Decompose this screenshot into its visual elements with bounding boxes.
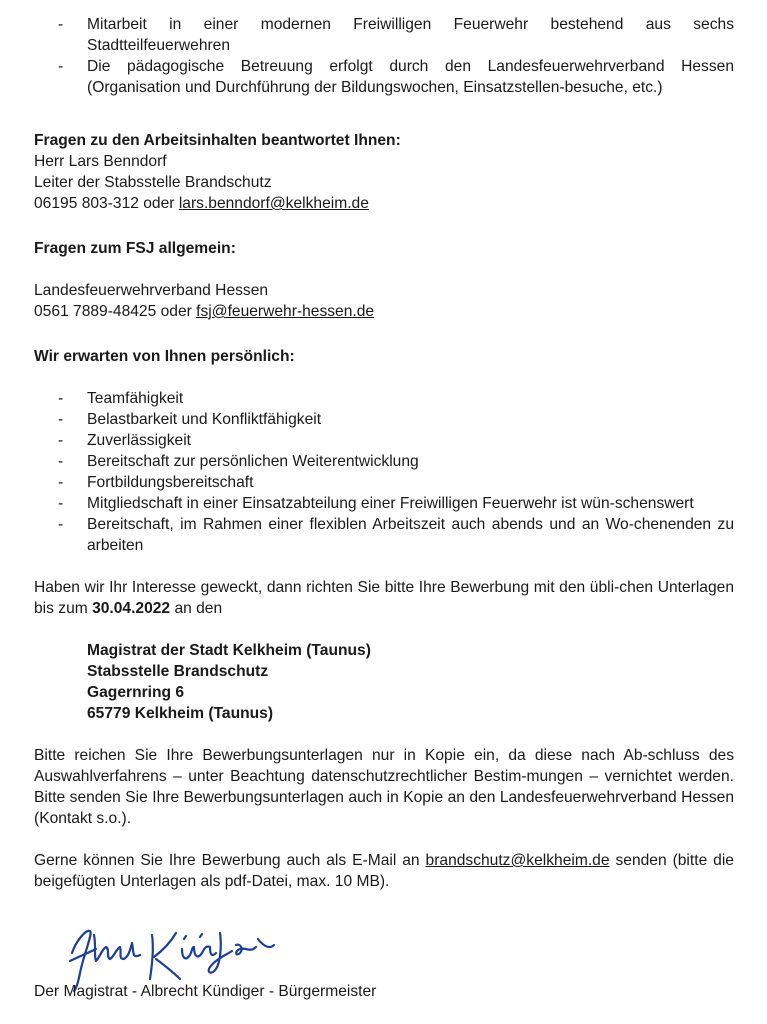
list-item: - Zuverlässigkeit [58,432,191,449]
list-item: - Fortbildungsbereitschaft [58,474,254,491]
contact-fsj-email-link[interactable]: fsj@feuerwehr-hessen.de [196,303,375,320]
contact-work-phone: 06195 803-312 oder lars.benndorf@kelkheim.de [34,195,369,212]
list-item: - Mitarbeit in einer modernen Freiwilligen Feuerwehr bestehend aus sechs Stadtteilfeuerwehren [58,16,734,54]
application-paragraph: Haben wir Ihr Interesse geweckt, dann richten Sie bitte Ihre Bewerbung mit den übli-chen Unterlagen bis zum 30.04.2022 an den [34,579,734,617]
contact-work-email-link[interactable]: lars.benndorf@kelkheim.de [178,195,369,212]
list-item: - Mitgliedschaft in einer Einsatzabteilung einer Freiwilligen Feuerwehr ist wün-schenswert [58,495,694,512]
expectations-heading: Wir erwarten von Ihnen persönlich: [34,348,295,365]
address-line: Gagernring 6 [87,684,185,701]
contact-work-name: Herr Lars Benndorf [34,153,167,170]
recipient-address [34,640,734,724]
intro-list [34,14,734,98]
contact-work-role: Leiter der Stabsstelle Brandschutz [34,174,272,191]
address-line: 65779 Kelkheim (Taunus) [87,705,274,722]
contact-fsj-phone: 0561 7889-48425 oder fsj@feuerwehr-hessen.de [34,303,375,320]
contact-work-heading: Fragen zu den Arbeitsinhalten beantwortet Ihnen: [34,132,401,149]
copy-note-paragraph: Bitte reichen Sie Ihre Bewerbungsunterlagen nur in Kopie ein, da diese nach Ab-schluss des Auswahlverfahrens – unter Beachtung datenschutzrechtlicher Bestim-mungen – vernichtet werden. Bitte senden Sie Ihre Bewerbungsunterlagen auch in Kopie an den Landesfeuerwehrverband Hessen (Kontakt s.o.). [34,747,734,827]
list-item: - Bereitschaft, im Rahmen einer flexiblen Arbeitszeit auch abends und an Wo-chenenden zu arbeiten [58,516,734,554]
expectations-list [34,388,734,556]
contact-fsj-heading: Fragen zum FSJ allgemein: [34,240,236,257]
list-item: - Die pädagogische Betreuung erfolgt durch den Landesfeuerwehrverband Hessen (Organisation und Durchführung der Bildungswochen, Einsatzstellen-besuche, etc.) [58,58,734,96]
application-email-link[interactable]: brandschutz@kelkheim.de [425,852,610,869]
document-page [34,14,734,892]
list-item: - Belastbarkeit und Konfliktfähigkeit [58,411,322,428]
address-line: Magistrat der Stadt Kelkheim (Taunus) [87,642,371,659]
expectations-section [34,346,734,556]
address-line: Stabsstelle Brandschutz [87,663,269,680]
signature-line: Der Magistrat - Albrecht Kündiger - Bürgermeister [34,983,377,1000]
contact-work-section [34,130,734,214]
application-deadline: 30.04.2022 [92,600,171,617]
contact-fsj-section [34,238,734,322]
list-item: - Teamfähigkeit [58,390,184,407]
list-item: - Bereitschaft zur persönlichen Weiterentwicklung [58,453,419,470]
contact-fsj-org: Landesfeuerwehrverband Hessen [34,282,269,299]
email-note-paragraph: Gerne können Sie Ihre Bewerbung auch als E-Mail an brandschutz@kelkheim.de senden (bitte die beigefügten Unterlagen als pdf-Datei, max. 10 MB). [34,852,734,890]
